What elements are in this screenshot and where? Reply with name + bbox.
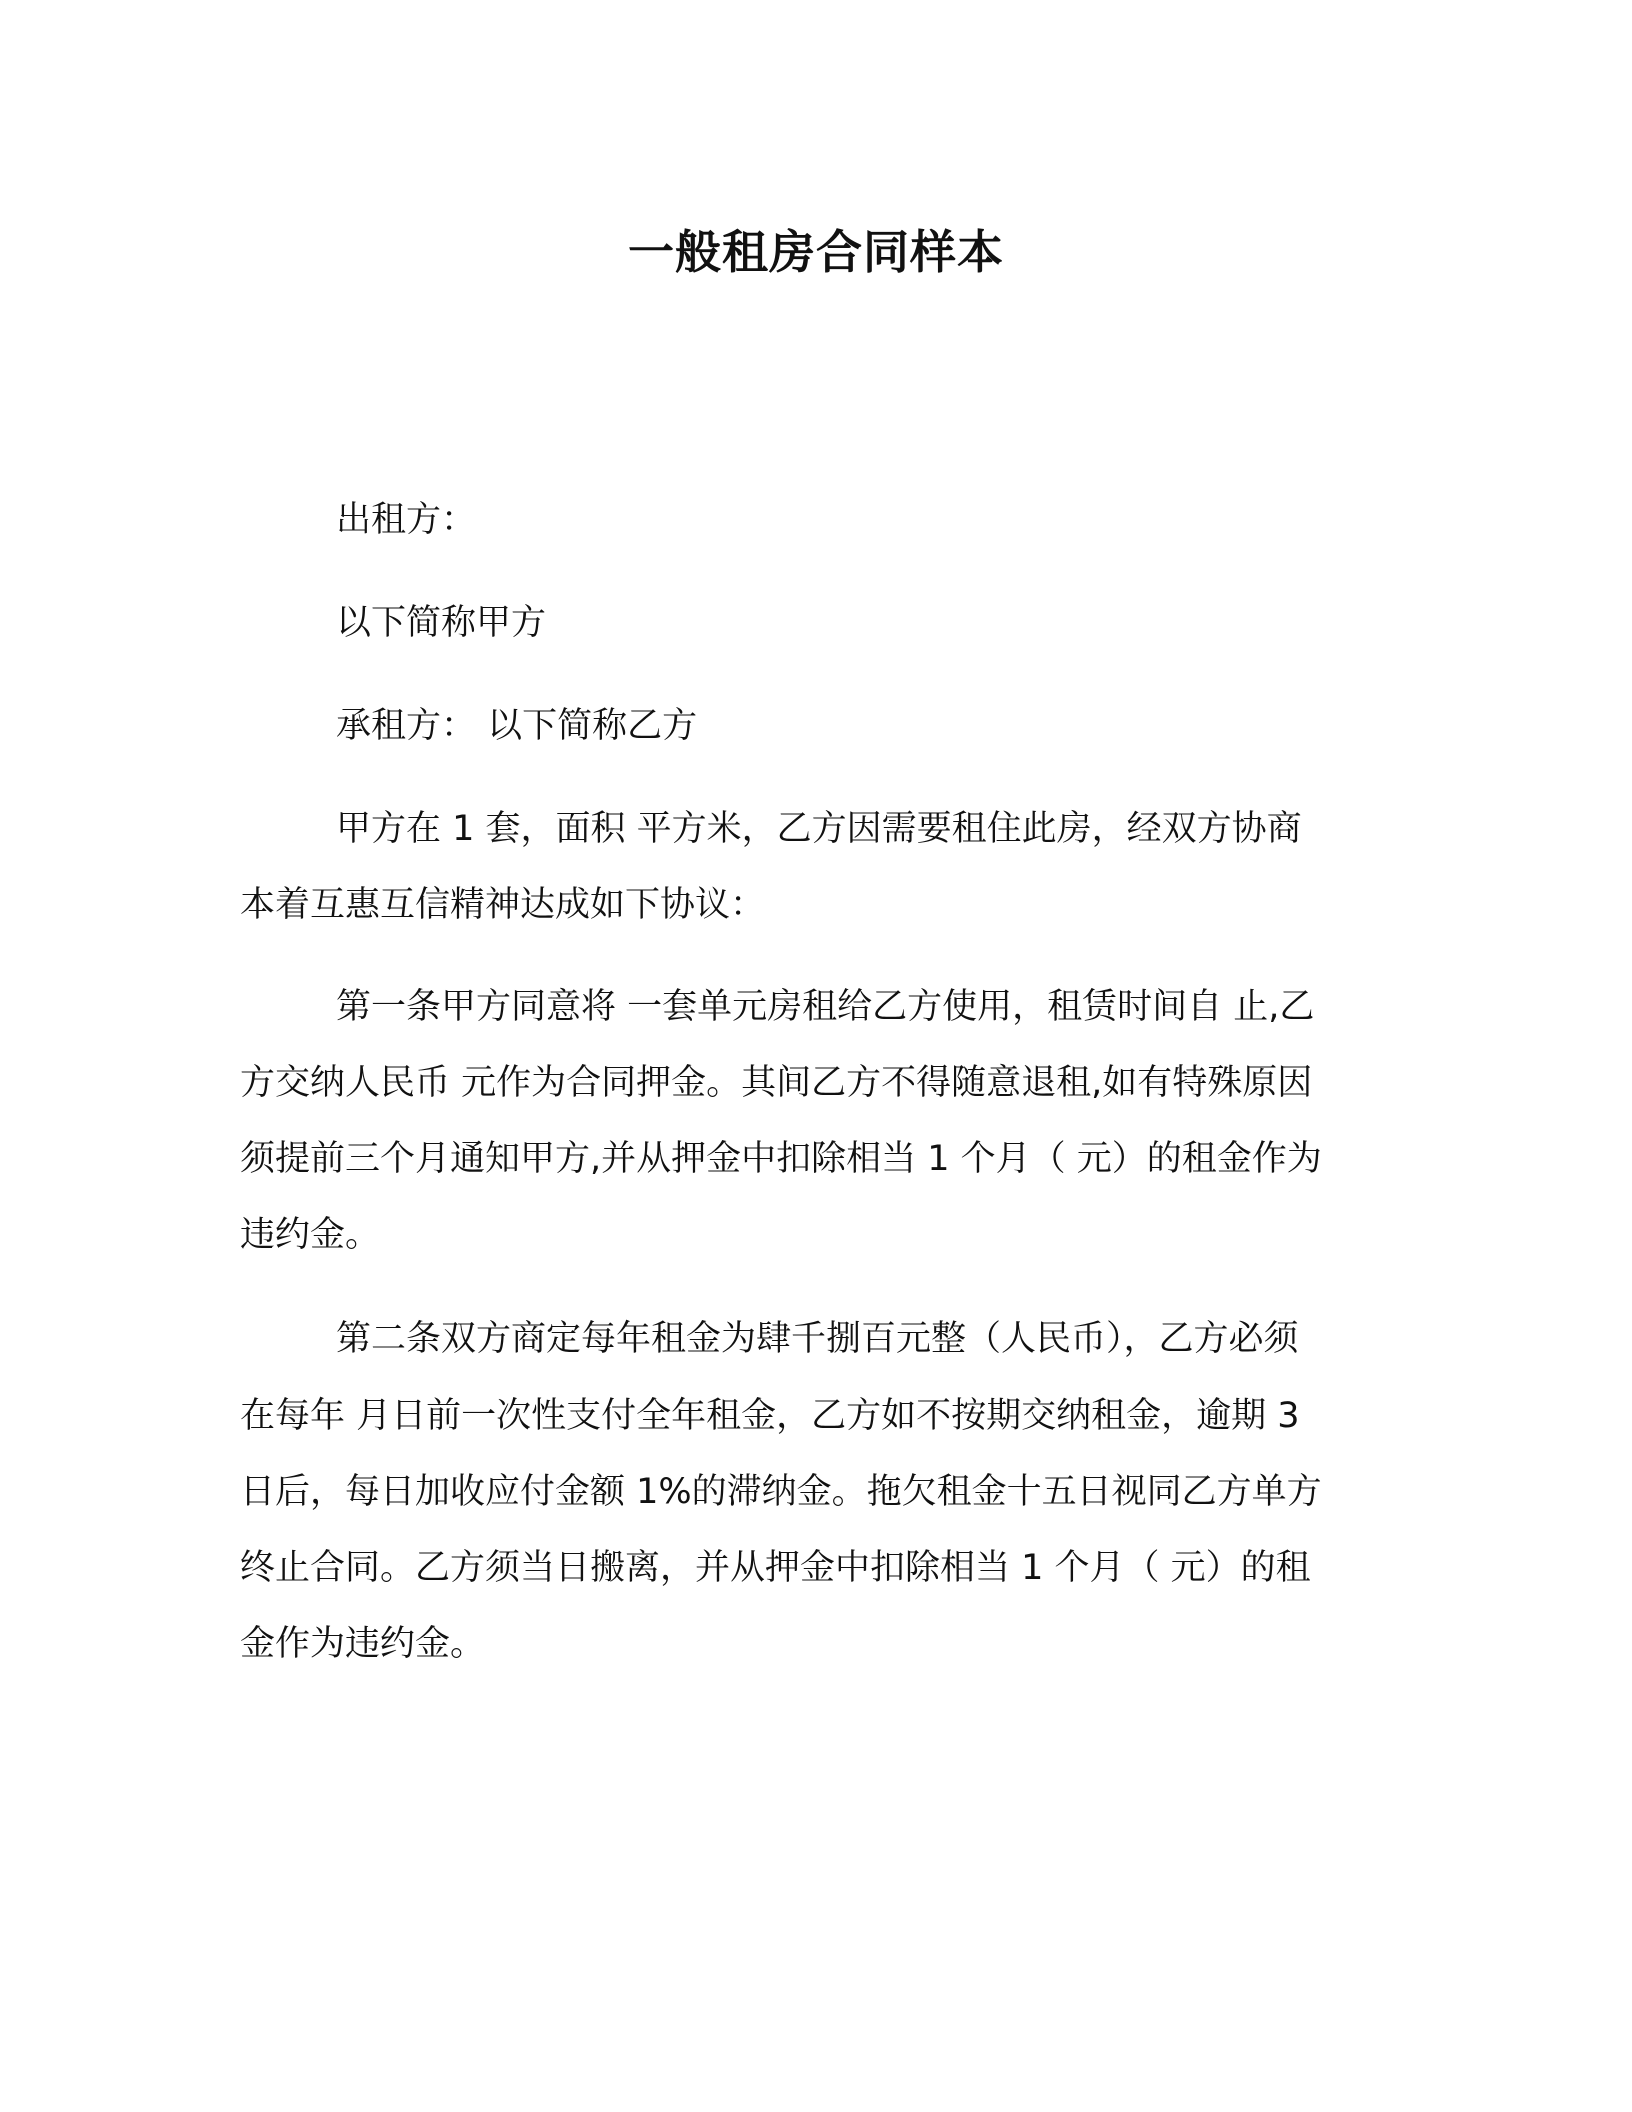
intro-line-1: 甲方在 1 套，面积 平方米，乙方因需要租住此房，经双方协商 bbox=[336, 809, 1302, 849]
article-2-line-4: 终止合同。乙方须当日搬离，并从押金中扣除相当 1 个月（ 元）的租 bbox=[240, 1548, 1311, 1588]
lessee-line: 承租方： 以下简称乙方 bbox=[336, 706, 698, 746]
article-1-line-3: 须提前三个月通知甲方,并从押金中扣除相当 1 个月（ 元）的租金作为 bbox=[240, 1139, 1322, 1179]
article-2-line-2: 在每年 月日前一次性支付全年租金，乙方如不按期交纳租金，逾期 3 bbox=[240, 1396, 1300, 1436]
article-2-line-3: 日后，每日加收应付金额 1%的滞纳金。拖欠租金十五日视同乙方单方 bbox=[240, 1472, 1322, 1512]
document-title: 一般租房合同样本 bbox=[628, 225, 1004, 279]
intro-line-2: 本着互惠互信精神达成如下协议： bbox=[240, 885, 766, 925]
article-1-line-4: 违约金。 bbox=[240, 1215, 381, 1255]
lessor-label: 出租方： bbox=[336, 500, 477, 540]
article-1-line-1: 第一条甲方同意将 一套单元房租给乙方使用，租赁时间自 止,乙 bbox=[336, 987, 1315, 1027]
article-2-line-5: 金作为违约金。 bbox=[240, 1624, 486, 1664]
article-1-line-2: 方交纳人民币 元作为合同押金。其间乙方不得随意退租,如有特殊原因 bbox=[240, 1063, 1313, 1103]
party-a-note: 以下简称甲方 bbox=[336, 603, 547, 643]
article-2-line-1: 第二条双方商定每年租金为肆千捌百元整（人民币），乙方必须 bbox=[336, 1319, 1299, 1359]
